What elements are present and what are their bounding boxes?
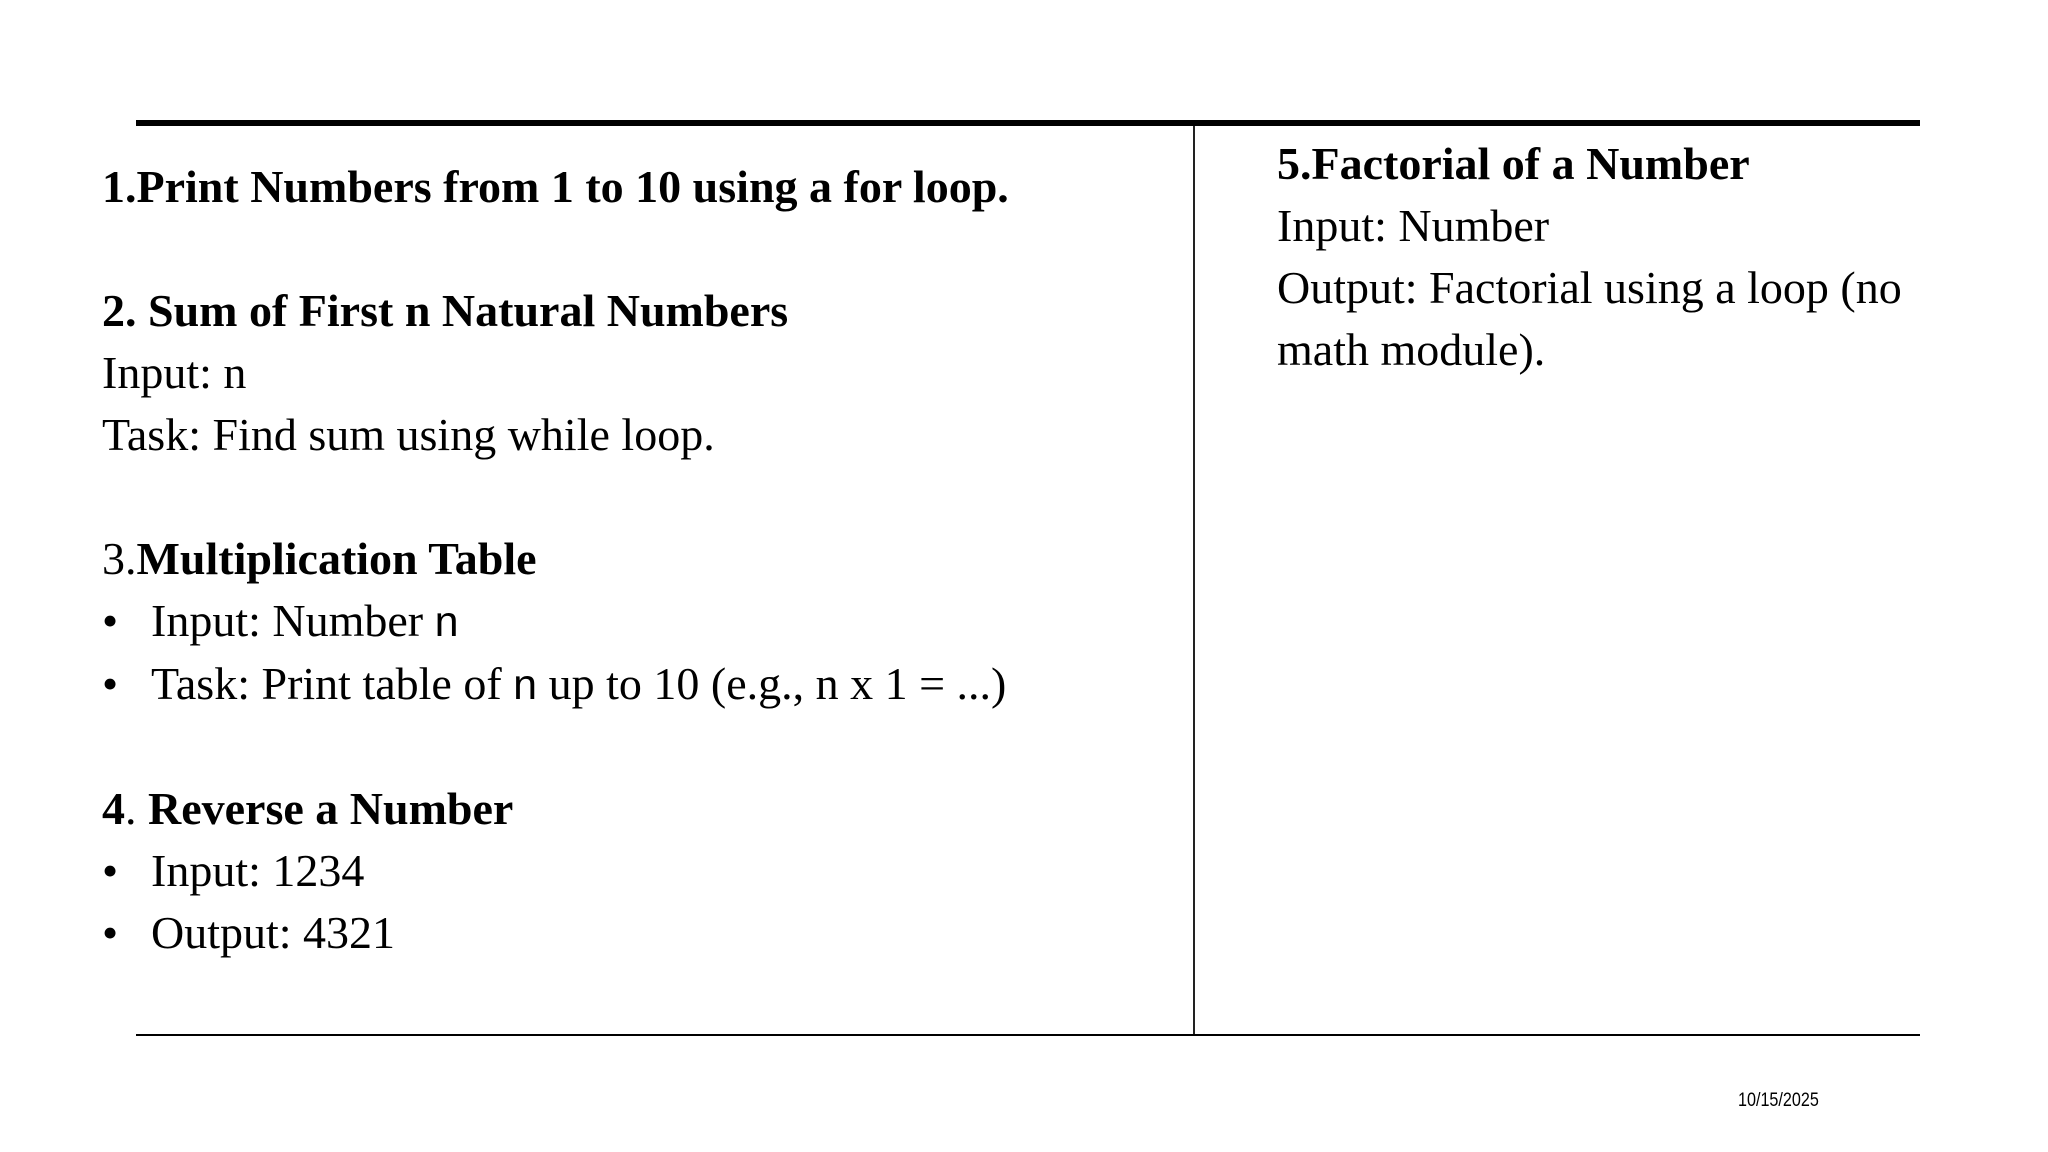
column-divider [1193,126,1195,1034]
item1-title: 1.Print Numbers from 1 to 10 using a for loop. [102,161,1009,212]
item2-title: 2. Sum of First n Natural Numbers [102,285,789,336]
item3-task-var: n [513,661,538,709]
bullet-dot: • [102,845,119,896]
item5-title: 5.Factorial of a Number [1277,138,1750,189]
item3-input-text: Input: Number [151,595,435,646]
item4-input-text: Input: 1234 [151,845,365,896]
item4-heading [102,778,1182,840]
item3-title: Multiplication Table [136,533,537,584]
item3-task-text: Task: Print table of [151,658,514,709]
item2-task: Task: Find sum using while loop. [102,409,715,460]
item2-input: Input: n [102,347,247,398]
item4-number: 4 [102,783,125,834]
item3-heading [102,528,1182,590]
top-rule [136,120,1920,126]
item3-task-suffix: up to 10 (e.g., n x 1 = ...) [537,658,1007,709]
item3-bullet-input [102,590,1182,653]
item4-bullet-input [102,840,1182,902]
spacer [102,466,1182,528]
left-column [102,156,1182,964]
item4-output-text: Output: 4321 [151,907,396,958]
bullet-dot: • [102,658,119,709]
spacer [102,716,1182,778]
item3-bullet-task [102,653,1182,716]
item4-bullet-output [102,902,1182,964]
item5-output: Output: Factorial using a loop (no math module). [1277,262,1902,375]
item4-separator: . [125,783,148,834]
item4-title: Reverse a Number [148,783,514,834]
item5-input: Input: Number [1277,200,1550,251]
right-column [1277,133,1997,381]
bullet-dot: • [102,595,119,646]
bottom-rule [136,1034,1920,1036]
item3-number: 3. [102,533,137,584]
bullet-dot: • [102,907,119,958]
item3-input-var: n [434,598,459,646]
spacer [102,218,1182,280]
footer-date: 10/15/2025 [1738,1090,1819,1111]
